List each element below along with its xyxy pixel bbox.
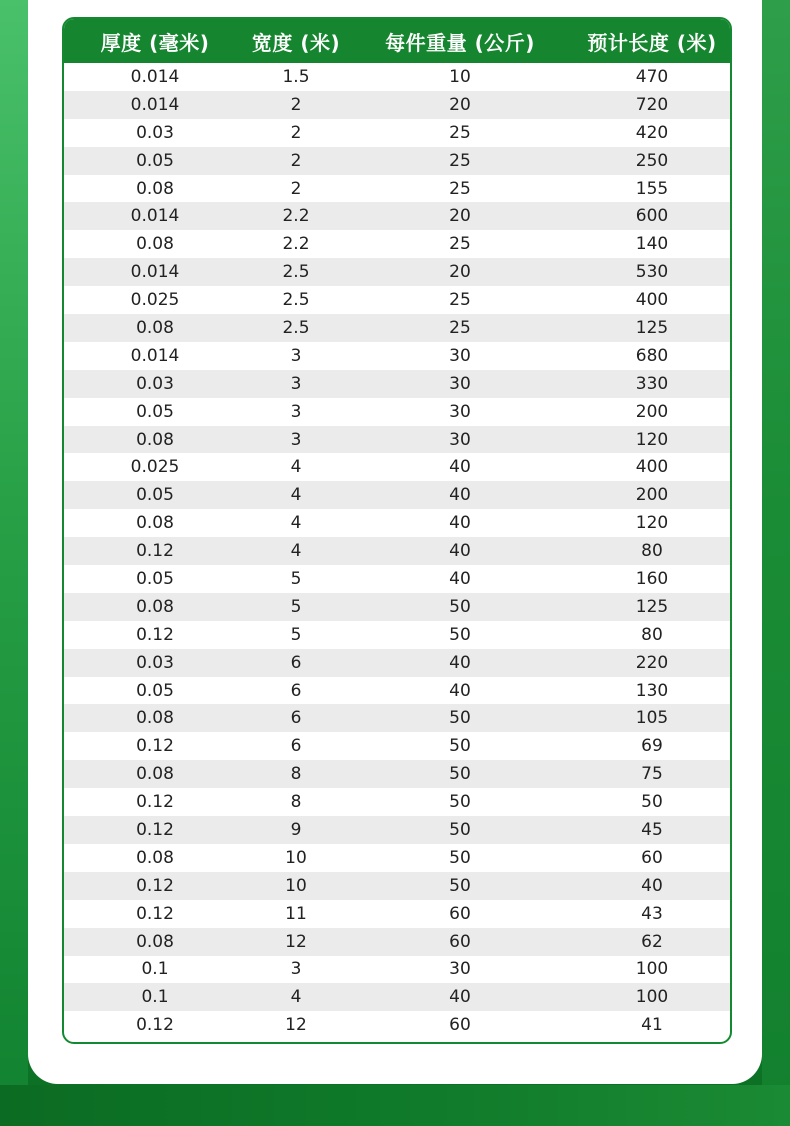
table-row — [64, 593, 730, 621]
cell-thickness: 0.025 — [130, 457, 180, 478]
cell-width: 3 — [290, 345, 302, 366]
header-weight: 每件重量 (公斤) — [385, 30, 535, 55]
spec-table-body — [64, 63, 730, 1039]
cell-width: 11 — [285, 903, 307, 924]
cell-weight: 30 — [449, 345, 471, 366]
cell-width: 5 — [290, 624, 302, 645]
cell-length: 680 — [635, 345, 669, 366]
cell-weight: 40 — [449, 680, 471, 701]
cell-weight: 30 — [449, 401, 471, 422]
cell-weight: 25 — [449, 290, 471, 311]
cell-length: 600 — [574, 202, 730, 230]
cell-length: 720 — [574, 91, 730, 119]
header-width: 宽度 (米) — [251, 30, 341, 55]
cell-thickness: 0.1 — [141, 959, 169, 980]
cell-length: 200 — [574, 481, 730, 509]
table-row — [64, 677, 730, 705]
cell-width: 4 — [290, 457, 302, 478]
cell-weight: 25 — [346, 147, 574, 175]
table-row — [64, 900, 730, 928]
table-row — [64, 286, 730, 314]
table-row — [64, 537, 730, 565]
cell-width: 4 — [246, 481, 346, 509]
cell-width: 12 — [285, 1015, 307, 1036]
cell-width: 10 — [285, 847, 307, 868]
cell-thickness: 0.12 — [64, 816, 246, 844]
cell-length: 80 — [574, 537, 730, 565]
cell-width: 6 — [290, 680, 302, 701]
cell-length: 75 — [574, 760, 730, 788]
cell-width: 8 — [290, 792, 302, 813]
cell-weight: 10 — [449, 66, 471, 87]
cell-width: 8 — [246, 760, 346, 788]
cell-weight: 30 — [346, 426, 574, 454]
table-row — [64, 956, 730, 984]
cell-weight: 50 — [346, 816, 574, 844]
cell-thickness: 0.12 — [136, 624, 174, 645]
cell-weight: 50 — [449, 792, 471, 813]
cell-length: 155 — [635, 178, 669, 199]
cell-length: 105 — [574, 704, 730, 732]
cell-length: 40 — [574, 872, 730, 900]
cell-weight: 50 — [346, 593, 574, 621]
table-row — [64, 63, 730, 91]
cell-weight: 30 — [346, 370, 574, 398]
cell-thickness: 0.014 — [130, 345, 180, 366]
cell-thickness: 0.014 — [64, 91, 246, 119]
cell-length: 420 — [635, 122, 669, 143]
cell-length: 330 — [574, 370, 730, 398]
cell-thickness: 0.08 — [64, 928, 246, 956]
cell-length: 530 — [574, 258, 730, 286]
table-row — [64, 983, 730, 1011]
cell-weight: 20 — [346, 91, 574, 119]
cell-length: 41 — [641, 1015, 663, 1036]
cell-thickness: 0.12 — [136, 792, 174, 813]
cell-weight: 40 — [449, 568, 471, 589]
cell-width: 12 — [246, 928, 346, 956]
header-row — [64, 19, 730, 63]
cell-weight: 40 — [449, 457, 471, 478]
cell-length: 125 — [574, 314, 730, 342]
cell-length: 140 — [635, 234, 669, 255]
table-row — [64, 816, 730, 844]
cell-thickness: 0.08 — [64, 426, 246, 454]
cell-weight: 50 — [346, 872, 574, 900]
table-row — [64, 147, 730, 175]
table-row — [64, 509, 730, 537]
cell-weight: 25 — [449, 234, 471, 255]
cell-width: 2.5 — [282, 290, 310, 311]
cell-width: 2 — [290, 178, 302, 199]
cell-width: 3 — [246, 370, 346, 398]
background-bottom-green-band — [0, 1085, 790, 1126]
cell-thickness: 0.014 — [130, 66, 180, 87]
cell-weight: 40 — [346, 983, 574, 1011]
cell-width: 3 — [290, 401, 302, 422]
table-row — [64, 175, 730, 203]
spec-table-header — [64, 19, 730, 63]
cell-width: 2 — [246, 91, 346, 119]
cell-length: 62 — [574, 928, 730, 956]
cell-weight: 50 — [346, 704, 574, 732]
table-row — [64, 370, 730, 398]
cell-length: 120 — [574, 426, 730, 454]
cell-weight: 20 — [346, 258, 574, 286]
cell-width: 3 — [246, 426, 346, 454]
cell-length: 100 — [635, 959, 669, 980]
cell-thickness: 0.03 — [64, 649, 246, 677]
cell-weight: 20 — [346, 202, 574, 230]
cell-weight: 50 — [449, 847, 471, 868]
table-row — [64, 621, 730, 649]
cell-thickness: 0.12 — [136, 736, 174, 757]
cell-weight: 60 — [346, 928, 574, 956]
table-row — [64, 258, 730, 286]
cell-weight: 50 — [449, 624, 471, 645]
cell-thickness: 0.12 — [64, 872, 246, 900]
cell-length: 43 — [641, 903, 663, 924]
spec-table — [64, 19, 730, 1039]
table-row — [64, 704, 730, 732]
cell-width: 5 — [246, 593, 346, 621]
cell-thickness: 0.08 — [136, 513, 174, 534]
cell-length: 45 — [574, 816, 730, 844]
spec-table-container — [62, 17, 732, 1044]
cell-weight: 25 — [346, 314, 574, 342]
cell-length: 400 — [635, 290, 669, 311]
cell-width: 2 — [246, 147, 346, 175]
table-row — [64, 565, 730, 593]
cell-width: 1.5 — [282, 66, 310, 87]
table-row — [64, 928, 730, 956]
cell-weight: 60 — [449, 1015, 471, 1036]
table-row — [64, 314, 730, 342]
cell-thickness: 0.08 — [136, 847, 174, 868]
cell-thickness: 0.08 — [136, 234, 174, 255]
cell-thickness: 0.025 — [130, 290, 180, 311]
table-row — [64, 230, 730, 258]
cell-length: 125 — [574, 593, 730, 621]
cell-weight: 25 — [449, 178, 471, 199]
cell-thickness: 0.08 — [64, 760, 246, 788]
cell-width: 3 — [290, 959, 302, 980]
header-length: 预计长度 (米) — [587, 30, 717, 55]
table-row — [64, 788, 730, 816]
table-row — [64, 872, 730, 900]
cell-length: 160 — [635, 568, 669, 589]
cell-thickness: 0.08 — [64, 593, 246, 621]
header-thickness: 厚度 (毫米) — [100, 30, 210, 55]
table-row — [64, 649, 730, 677]
table-row — [64, 1011, 730, 1039]
cell-width: 4 — [290, 513, 302, 534]
cell-length: 120 — [635, 513, 669, 534]
table-row — [64, 119, 730, 147]
cell-width: 5 — [290, 568, 302, 589]
cell-width: 4 — [246, 537, 346, 565]
cell-width: 2.5 — [246, 314, 346, 342]
cell-thickness: 0.12 — [64, 537, 246, 565]
cell-thickness: 0.1 — [64, 983, 246, 1011]
cell-thickness: 0.014 — [64, 258, 246, 286]
table-row — [64, 202, 730, 230]
table-row — [64, 844, 730, 872]
cell-thickness: 0.05 — [64, 481, 246, 509]
cell-width: 2 — [290, 122, 302, 143]
cell-length: 50 — [641, 792, 663, 813]
cell-thickness: 0.12 — [136, 1015, 174, 1036]
cell-thickness: 0.05 — [136, 401, 174, 422]
cell-width: 2.2 — [246, 202, 346, 230]
cell-width: 9 — [246, 816, 346, 844]
cell-thickness: 0.03 — [64, 370, 246, 398]
cell-weight: 40 — [346, 481, 574, 509]
cell-thickness: 0.05 — [136, 568, 174, 589]
table-row — [64, 91, 730, 119]
cell-length: 80 — [641, 624, 663, 645]
cell-thickness: 0.014 — [64, 202, 246, 230]
cell-width: 2.2 — [282, 234, 310, 255]
cell-weight: 40 — [346, 649, 574, 677]
cell-length: 220 — [574, 649, 730, 677]
cell-weight: 40 — [449, 513, 471, 534]
cell-length: 400 — [635, 457, 669, 478]
cell-width: 6 — [246, 704, 346, 732]
cell-thickness: 0.08 — [64, 704, 246, 732]
cell-length: 200 — [635, 401, 669, 422]
cell-width: 4 — [246, 983, 346, 1011]
cell-thickness: 0.05 — [136, 680, 174, 701]
cell-weight: 50 — [346, 760, 574, 788]
cell-thickness: 0.12 — [136, 903, 174, 924]
cell-weight: 40 — [346, 537, 574, 565]
cell-length: 60 — [641, 847, 663, 868]
table-row — [64, 453, 730, 481]
table-row — [64, 426, 730, 454]
cell-width: 6 — [290, 736, 302, 757]
table-row — [64, 398, 730, 426]
cell-thickness: 0.08 — [64, 314, 246, 342]
cell-thickness: 0.03 — [136, 122, 174, 143]
cell-length: 69 — [641, 736, 663, 757]
cell-weight: 30 — [449, 959, 471, 980]
cell-width: 6 — [246, 649, 346, 677]
cell-width: 2.5 — [246, 258, 346, 286]
cell-length: 250 — [574, 147, 730, 175]
cell-length: 100 — [574, 983, 730, 1011]
cell-length: 470 — [635, 66, 669, 87]
cell-length: 130 — [635, 680, 669, 701]
cell-width: 10 — [246, 872, 346, 900]
cell-weight: 25 — [449, 122, 471, 143]
background-left-green-strip — [0, 0, 28, 1126]
cell-thickness: 0.08 — [136, 178, 174, 199]
table-row — [64, 732, 730, 760]
background-right-green-strip — [762, 0, 790, 1126]
cell-weight: 60 — [449, 903, 471, 924]
cell-thickness: 0.05 — [64, 147, 246, 175]
table-row — [64, 481, 730, 509]
cell-weight: 50 — [449, 736, 471, 757]
table-row — [64, 342, 730, 370]
table-row — [64, 760, 730, 788]
